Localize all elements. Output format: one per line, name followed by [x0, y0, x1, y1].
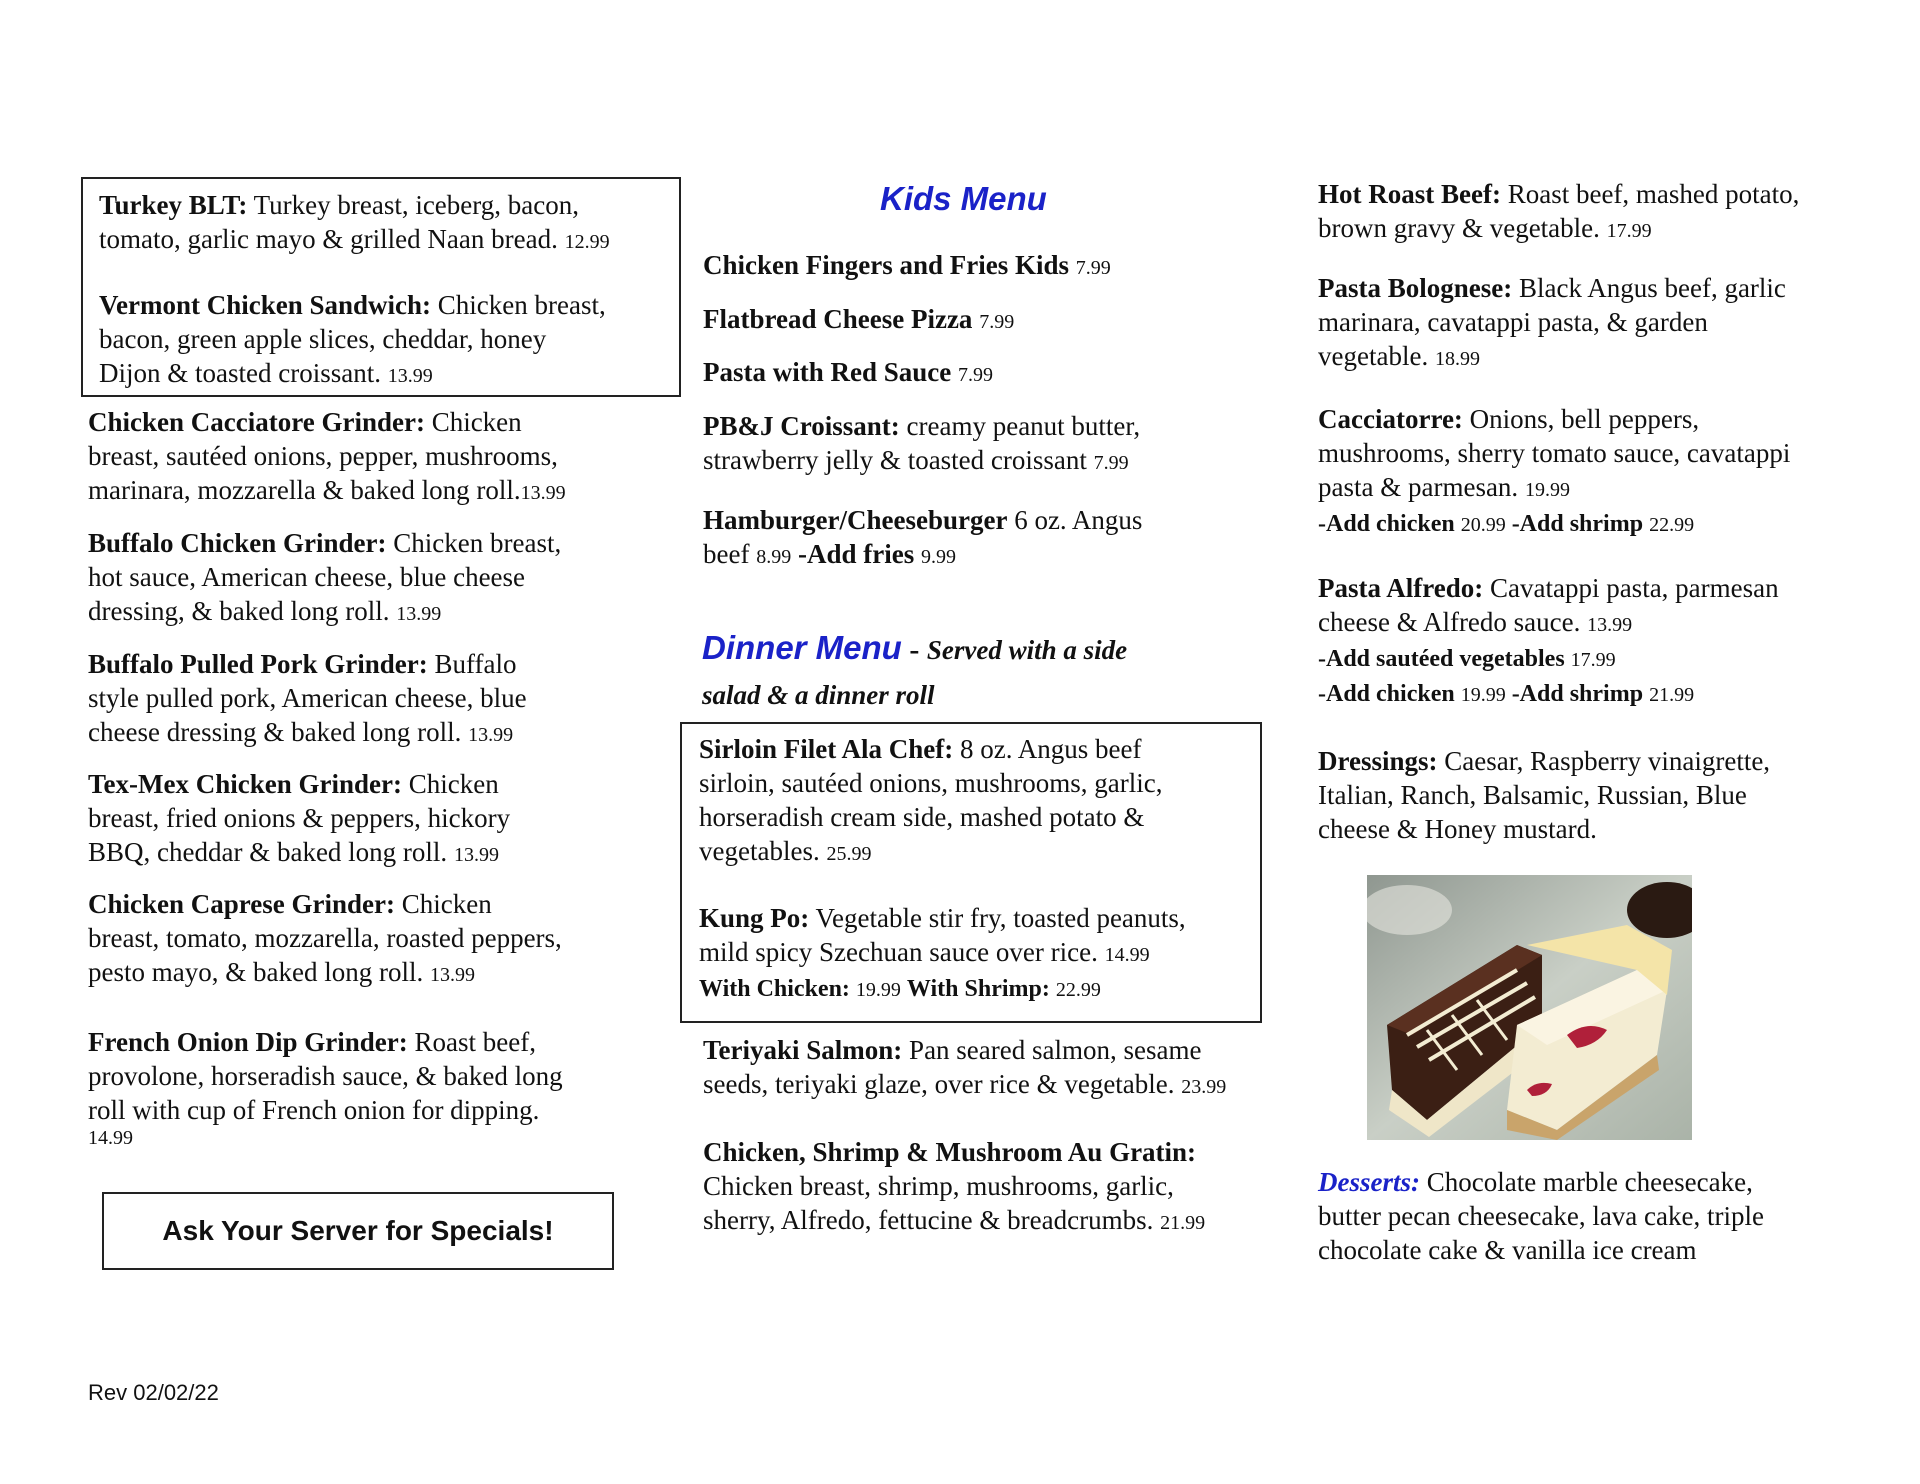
desserts-list: Desserts: Chocolate marble cheesecake, butter pecan cheesecake, lava cake, triple chocolate cake & vanilla ice cream — [1318, 1167, 1764, 1265]
dinner-item-au-gratin: Chicken, Shrimp & Mushroom Au Gratin: Chicken breast, shrimp, mushrooms, garlic, sherry, Alfredo, fettucine & breadcrumbs. 21.99 — [703, 1137, 1206, 1235]
menu-item-buffalo-chicken-grinder: Buffalo Chicken Grinder: Chicken breast, hot sauce, American cheese, blue cheese dressing, & baked long roll. 13.99 — [88, 528, 562, 626]
menu-item-chicken-cacciatore-grinder: Chicken Cacciatore Grinder: Chicken breast, sautéed onions, pepper, mushrooms, marinara, mozzarella & baked long roll.13.99 — [88, 407, 566, 505]
kids-item-chicken-fingers: Chicken Fingers and Fries Kids 7.99 — [703, 250, 1111, 280]
dinner-item-sirloin-filet: Sirloin Filet Ala Chef: 8 oz. Angus beef sirloin, sautéed onions, mushrooms, garlic, horseradish cream side, mashed potato & vegetables. 25.99 — [699, 734, 1163, 866]
item-price: 12.99 — [564, 231, 610, 253]
item-name: Vermont Chicken Sandwich: — [99, 290, 432, 320]
item-price: 13.99 — [429, 964, 475, 986]
dinner-item-cacciatorre: Cacciatorre: Onions, bell peppers, mushrooms, sherry tomato sauce, cavatappi pasta & parmesan. 19.99 -Add chicken 20.99 -Add shrimp 22.99 — [1318, 404, 1791, 537]
dinner-item-hot-roast-beef: Hot Roast Beef: Roast beef, mashed potato, brown gravy & vegetable. 17.99 — [1318, 179, 1800, 243]
kids-item-hamburger: Hamburger/Cheeseburger 6 oz. Angus beef 8.99 -Add fries 9.99 — [703, 505, 1143, 569]
item-price: 13.99 — [520, 482, 566, 504]
menu-item-turkey-blt: Turkey BLT: Turkey breast, iceberg, bacon, tomato, garlic mayo & grilled Naan bread. 12.99 — [99, 190, 610, 254]
item-price: 13.99 — [468, 724, 514, 746]
menu-item-buffalo-pulled-pork-grinder: Buffalo Pulled Pork Grinder: Buffalo style pulled pork, American cheese, blue cheese dressing & baked long roll. 13.99 — [88, 649, 527, 747]
dessert-photo — [1367, 875, 1692, 1140]
specials-notice: Ask Your Server for Specials! — [102, 1192, 614, 1270]
dinner-menu-heading: Dinner Menu - Served with a side salad & a dinner roll — [702, 629, 1128, 710]
dinner-menu-title: Dinner Menu — [702, 629, 902, 666]
menu-item-tex-mex-chicken-grinder: Tex-Mex Chicken Grinder: Chicken breast, fried onions & peppers, hickory BBQ, cheddar & baked long roll. 13.99 — [88, 769, 511, 867]
item-price: 14.99 — [88, 1127, 133, 1149]
menu-item-french-onion-dip-grinder: French Onion Dip Grinder: Roast beef, provolone, horseradish sauce, & baked long roll with cup of French onion for dipping. 14.99 — [88, 1027, 563, 1149]
item-price: 13.99 — [453, 844, 499, 866]
menu-item-chicken-caprese-grinder: Chicken Caprese Grinder: Chicken breast, tomato, mozzarella, roasted peppers, pesto mayo, & baked long roll. 13.99 — [88, 889, 562, 987]
dinner-item-kung-po: Kung Po: Vegetable stir fry, toasted peanuts, mild spicy Szechuan sauce over rice. 14.99 With Chicken: 19.99 With Shrimp: 22.99 — [699, 903, 1186, 1002]
dinner-item-pasta-alfredo: Pasta Alfredo: Cavatappi pasta, parmesan cheese & Alfredo sauce. 13.99 -Add sautéed vegetables 17.99 -Add chicken 19.99 -Add shrimp 21.99 — [1318, 573, 1779, 707]
kids-item-pasta-red-sauce: Pasta with Red Sauce 7.99 — [703, 357, 993, 387]
dressings-list: Dressings: Caesar, Raspberry vinaigrette, Italian, Ranch, Balsamic, Russian, Blue cheese & Honey mustard. — [1318, 746, 1771, 844]
kids-menu-title: Kids Menu — [880, 180, 1047, 217]
item-price: 13.99 — [387, 365, 433, 387]
item-price: 13.99 — [396, 603, 442, 625]
cheesecake-image — [1367, 875, 1692, 1140]
kids-item-pbj-croissant: PB&J Croissant: creamy peanut butter, strawberry jelly & toasted croissant 7.99 — [703, 411, 1141, 475]
item-name: Turkey BLT: — [99, 190, 248, 220]
menu-item-vermont-chicken: Vermont Chicken Sandwich: Chicken breast, bacon, green apple slices, cheddar, honey Dijon & toasted croissant. 13.99 — [99, 290, 606, 388]
dinner-item-pasta-bolognese: Pasta Bolognese: Black Angus beef, garlic marinara, cavatappi pasta, & garden vegetable. 18.99 — [1318, 273, 1786, 371]
revision-date: Rev 02/02/22 — [88, 1380, 219, 1405]
kids-item-flatbread-pizza: Flatbread Cheese Pizza 7.99 — [703, 304, 1015, 334]
dinner-item-teriyaki-salmon: Teriyaki Salmon: Pan seared salmon, sesame seeds, teriyaki glaze, over rice & vegetable. 23.99 — [703, 1035, 1227, 1099]
